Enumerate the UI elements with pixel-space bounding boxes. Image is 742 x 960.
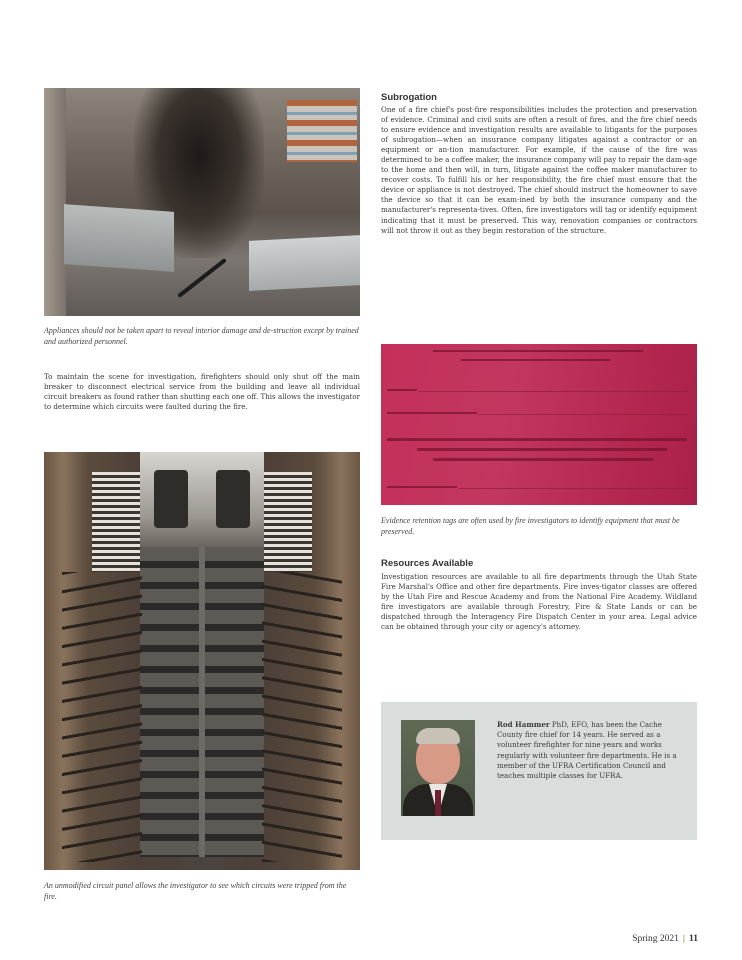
tag-warning-line xyxy=(417,448,667,451)
tag-field-label xyxy=(387,389,417,391)
main-breaker xyxy=(140,452,264,547)
author-bio-text xyxy=(497,720,679,781)
circuit-panel-photo xyxy=(44,452,360,870)
tag-field-label xyxy=(387,486,457,488)
photo2-caption: An unmodified circuit panel allows the investigator to see which circuits were tripped from the fire. xyxy=(44,881,347,901)
bus-bar xyxy=(199,547,205,857)
tag-warning-line xyxy=(433,458,653,461)
panel-wire-coil-left xyxy=(92,472,140,572)
page-footer xyxy=(632,934,698,944)
photo-wall-edge xyxy=(44,88,66,316)
subrogation-heading: Subrogation xyxy=(381,92,437,103)
left-paragraph: To maintain the scene for investigation, firefighters should only shut off the main breaker to disconnect electrical service from the building and leave all individual circuit breakers as found rather than shutting each one off. This allows the investigator to determine which circuits were faulted during the fire. xyxy=(44,372,360,412)
tag-field-label xyxy=(387,412,477,414)
appliance-fire-damage-photo xyxy=(44,88,360,316)
author-name: Rod Hammer xyxy=(497,720,550,729)
subrogation-text: One of a fire chief's post-fire responsibilities includes the protection and preservation of evidence. Criminal and civil suits are often a result of fires, and the fire chief needs to ensure evidence and investigation results are available to litigants for the purposes of subrogation—when an insurance company litigates against a contractor or an equipment or an-tion manufacturer. For example, if the cause of the fire was determined to be a coffee maker, the insurance company will pay to repair the dam-age to the home and then will, in turn, litigate against the coffee maker manufacturer to recover costs. To fulfill his or her responsibility, the fire chief must ensure that the device or appliance is not destroyed. The chief should instruct the homeowner to save the device so that it can be exam-ined by both the insurance company and the manufacturer's representa-tives. Often, fire investigators will tag or identify equipment indicating that it must be preserved. This way, renovation companies or contractors will not throw it out as they begin restoration of the structure. xyxy=(381,105,697,235)
resources-text: Investigation resources are available to all fire departments through the Utah State Fire Marshal's Office and other fire departments. Fire inves-tigator classes are offered by the Utah Fire and Rescue Academy and from the National Fire Academy. Wildland fire investigators are available through Forestry, Fire & State Lands or can be dispatched through the Interagency Fire Dispatch Center in your area. Legal advice can be obtained through your city or agency's attorney. xyxy=(381,572,697,632)
footer-separator: | xyxy=(682,934,686,944)
tag-field-rule xyxy=(459,488,689,489)
tag-title-line xyxy=(461,359,611,361)
page-number: 11 xyxy=(689,934,698,944)
tag-warning-line xyxy=(387,438,687,441)
issue-label: Spring 2021 xyxy=(632,934,679,944)
headshot-hair xyxy=(416,728,460,744)
tag-caption: Evidence retention tags are often used by fire investigators to identify equipment that must be preserved. xyxy=(381,516,680,536)
author-bio-body: PhD, EFO, has been the Cache County fire chief for 14 years. He served as a volunteer firefighter for nine years and works regularly with volunteer fire departments. He is a member of the UFRA Certification Council and teaches multiple classes for UFRA. xyxy=(497,720,677,781)
author-bio-box xyxy=(381,702,697,840)
tag-field-rule xyxy=(419,391,689,392)
evidence-retention-tag-photo xyxy=(381,344,697,505)
photo1-caption: Appliances should not be taken apart to reveal interior damage and de-struction except by trained and authorized personnel. xyxy=(44,326,359,346)
main-lug-right xyxy=(216,470,250,528)
power-cord xyxy=(177,258,227,298)
appliance-tray-right xyxy=(249,235,360,291)
appliance-warning-label xyxy=(287,100,357,162)
panel-wire-coil-right xyxy=(264,472,312,572)
branch-wires-right xyxy=(262,572,342,862)
appliance-tray-left xyxy=(64,204,174,272)
main-lug-left xyxy=(154,470,188,528)
headshot-tie xyxy=(435,790,441,816)
author-headshot xyxy=(401,720,475,816)
resources-heading: Resources Available xyxy=(381,558,474,569)
tag-field-rule xyxy=(479,414,689,415)
tag-title-line xyxy=(433,350,643,352)
branch-wires-left xyxy=(62,572,142,862)
